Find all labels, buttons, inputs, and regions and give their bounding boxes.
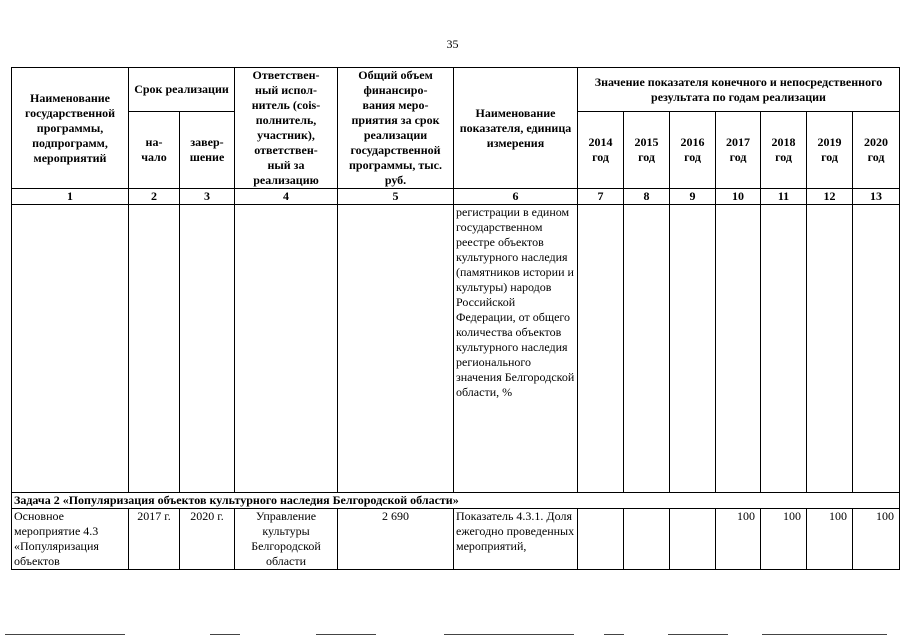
column-numbers-row [12,189,900,205]
value-2016 [670,509,716,570]
header-year-2020: 2020 год [853,112,900,189]
col-number: 3 [180,189,235,205]
scan-artifact-line [5,634,125,635]
indicator-continuation: регистрации в едином государственном реестре объектов культурного наследия (памятников истории и культуры) народов Российской Федерации, от общего количества объектов культурного наследия регионального значения Белгородской области, % [454,205,578,493]
task-title: Задача 2 «Популяризация объектов культурного наследия Белгородской области» [12,493,900,509]
table-cell [807,205,853,493]
col-number: 12 [807,189,853,205]
scan-artifact-line [762,634,887,635]
header-term: Срок реализации [134,82,229,97]
col-number: 4 [235,189,338,205]
value-2017: 100 [716,509,761,570]
event-end: 2020 г. [180,509,235,570]
value-2015 [624,509,670,570]
header-year-2019: 2019 год [807,112,853,189]
col-number: 6 [454,189,578,205]
header-end-cell [180,112,235,189]
col-number: 2 [129,189,180,205]
col-number: 1 [12,189,129,205]
event-row [12,509,900,570]
scan-artifact-line [668,634,728,635]
event-responsible: Управление культуры Белгородской области [235,509,338,570]
header-name-cell [12,68,129,189]
header-name: Наименование государственной программы, подпрограмм, мероприятий [24,90,116,165]
header-indicator: Наименование показателя, единица измерения [459,105,572,150]
col-number: 11 [761,189,807,205]
table-cell [338,205,454,493]
table-cell [235,205,338,493]
table-cell [129,205,180,493]
col-number: 13 [853,189,900,205]
value-2019: 100 [807,509,853,570]
header-responsible-cell [235,68,338,189]
table-cell [578,205,624,493]
table-cell [12,205,129,493]
program-table [11,67,900,570]
header-year-2017: 2017 год [716,112,761,189]
scan-artifact-line [210,634,240,635]
task-row [12,493,900,509]
event-name: Основное мероприятие 4.3 «Популяризация объектов [12,509,129,570]
continuation-row [12,205,900,493]
header-start: на- чало [141,135,167,165]
header-start-cell [129,112,180,189]
col-number: 10 [716,189,761,205]
col-number: 9 [670,189,716,205]
col-number: 8 [624,189,670,205]
header-values: Значение показателя конечного и непосредственного результата по годам реализации [594,74,883,104]
value-2018: 100 [761,509,807,570]
header-year-2015: 2015 год [624,112,670,189]
table-cell [624,205,670,493]
value-2020: 100 [853,509,900,570]
table-cell [180,205,235,493]
header-end: завер- шение [189,135,225,165]
scan-artifact-line [316,634,376,635]
value-2014 [578,509,624,570]
header-financing: Общий объем финансиро- вания меро- приятия за срок реализации государственной программы, тыс. руб. [348,68,443,187]
scan-artifact-line [444,634,574,635]
header-values-cell [578,68,900,112]
table-cell [716,205,761,493]
table-cell [670,205,716,493]
col-number: 7 [578,189,624,205]
event-indicator: Показатель 4.3.1. Доля ежегодно проведенных мероприятий, [454,509,578,570]
header-year-2018: 2018 год [761,112,807,189]
header-indicator-cell [454,68,578,189]
header-financing-cell [338,68,454,189]
event-financing: 2 690 [338,509,454,570]
page-number: 35 [446,37,459,51]
header-term-cell [129,68,235,112]
header-year-2014: 2014 год [578,112,624,189]
header-year-2016: 2016 год [670,112,716,189]
table-cell [853,205,900,493]
scan-artifact-line [604,634,624,635]
table-cell [761,205,807,493]
event-start: 2017 г. [129,509,180,570]
col-number: 5 [338,189,454,205]
header-responsible: Ответствен- ный испол- нитель (сois- полнитель, участник), ответствен- ный за реализацию [251,68,321,187]
